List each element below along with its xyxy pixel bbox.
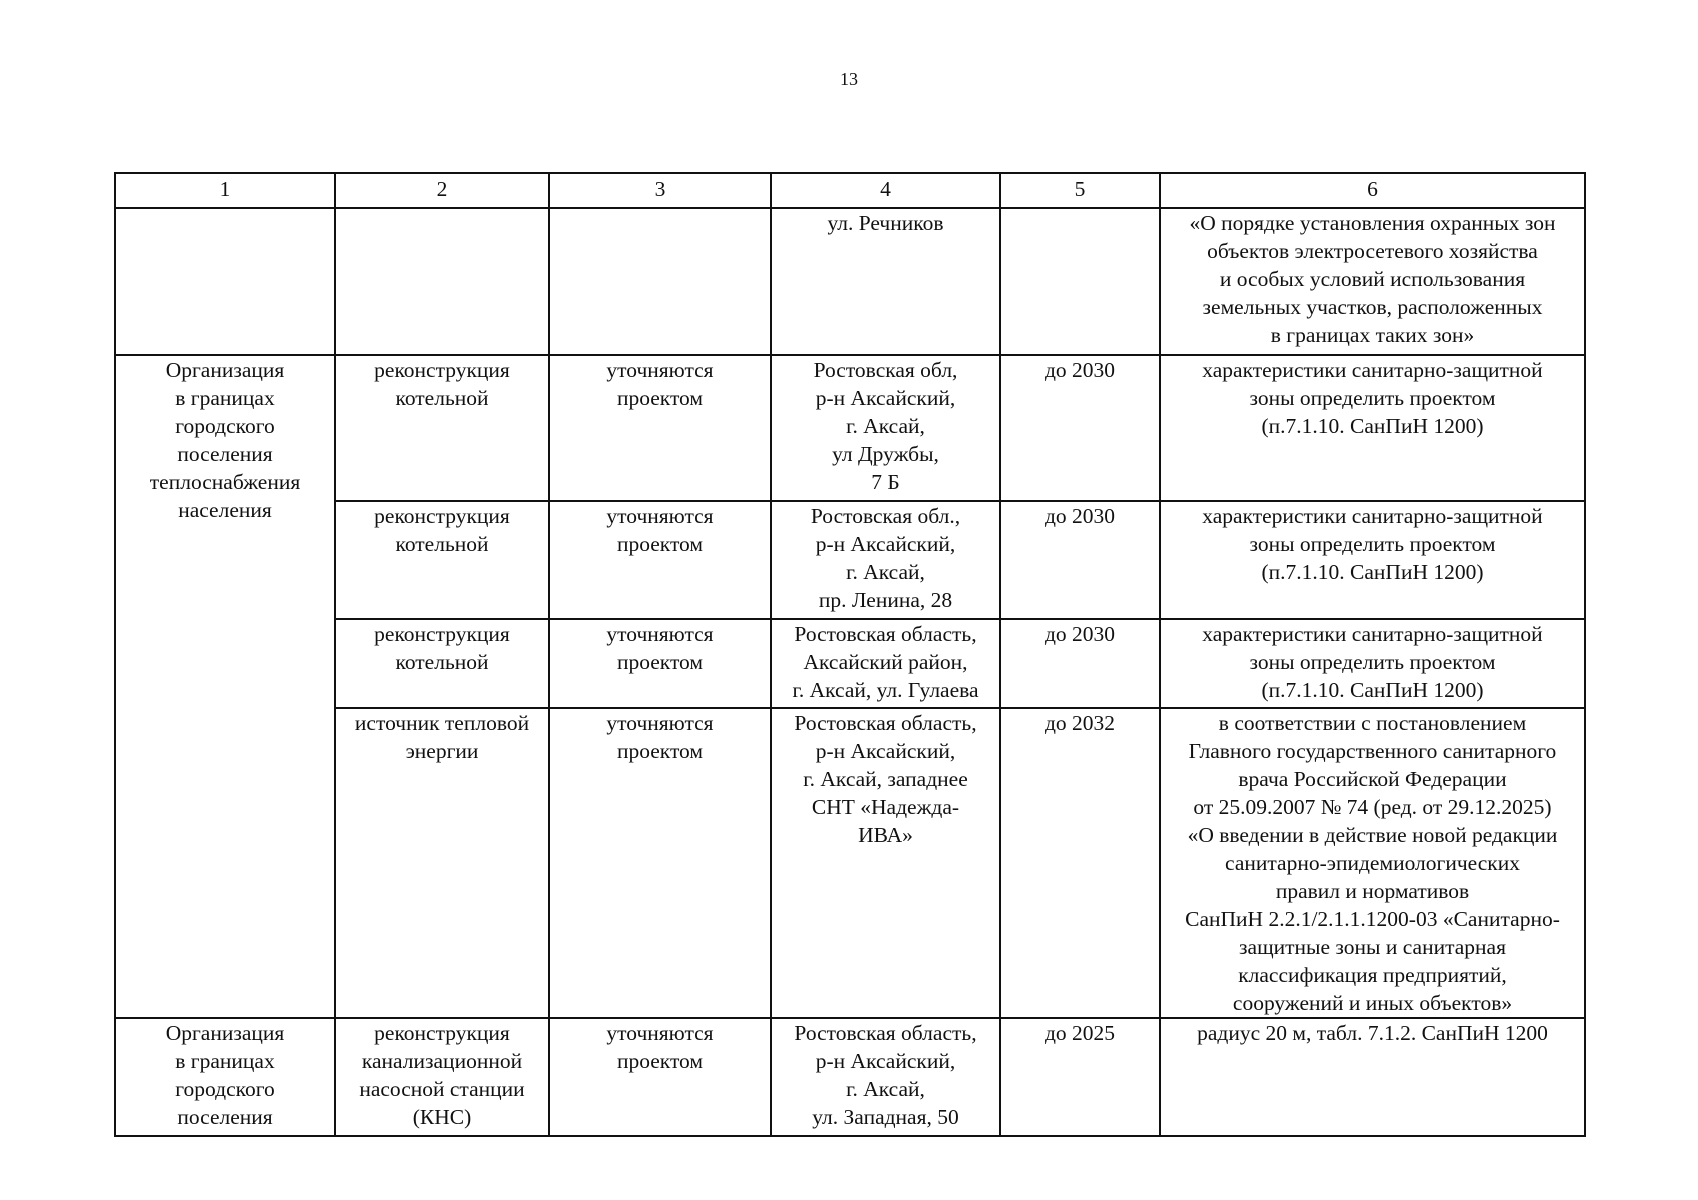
term-cell: до 2030 [1000, 619, 1160, 708]
parameters-cell: уточняются проектом [549, 355, 771, 501]
parameters-cell: уточняются проектом [549, 708, 771, 1018]
note-cell: в соответствии с постановлением Главного государственного санитарного врача Российской Федерации от 25.09.2007 № 74 (ред. от 29.12.2025) «О введении в действие новой редакции санитарно-эпидемиологических правил и нормативов СанПиН 2.2.1/2.1.1.1200-03 «Санитарно- защитные зоны и санитарная классификация предприятий, сооружений и иных объектов» [1160, 708, 1585, 1018]
location-cell: ул. Речников [771, 208, 1000, 355]
parameters-cell: уточняются проектом [549, 619, 771, 708]
location-cell: Ростовская обл, р-н Аксайский, г. Аксай, ул Дружбы, 7 Б [771, 355, 1000, 501]
table-row [115, 619, 1585, 708]
header-col-5: 5 [1000, 173, 1160, 208]
location-cell: Ростовская обл., р-н Аксайский, г. Аксай, пр. Ленина, 28 [771, 501, 1000, 619]
object-cell: реконструкция котельной [335, 619, 549, 708]
document-table [114, 172, 1586, 1137]
term-cell: до 2030 [1000, 355, 1160, 501]
table-body [115, 208, 1585, 1136]
group-name-cell: Организация в границах городского поселения [115, 1018, 335, 1136]
location-cell: Ростовская область, р-н Аксайский, г. Аксай, западнее СНТ «Надежда- ИВА» [771, 708, 1000, 1018]
empty-cell [549, 208, 771, 355]
header-col-6: 6 [1160, 173, 1585, 208]
parameters-cell: уточняются проектом [549, 1018, 771, 1136]
empty-cell [115, 208, 335, 355]
table-row [115, 708, 1585, 1018]
term-cell: до 2032 [1000, 708, 1160, 1018]
location-cell: Ростовская область, р-н Аксайский, г. Аксай, ул. Западная, 50 [771, 1018, 1000, 1136]
table-row [115, 355, 1585, 501]
note-cell: «О порядке установления охранных зон объектов электросетевого хозяйства и особых условий использования земельных участков, расположенных в границах таких зон» [1160, 208, 1585, 355]
object-cell: источник тепловой энергии [335, 708, 549, 1018]
term-cell: до 2030 [1000, 501, 1160, 619]
table-row [115, 1018, 1585, 1136]
term-cell: до 2025 [1000, 1018, 1160, 1136]
note-cell: характеристики санитарно-защитной зоны определить проектом (п.7.1.10. СанПиН 1200) [1160, 619, 1585, 708]
page-number: 13 [840, 69, 858, 89]
table-header [115, 173, 1585, 208]
object-cell: реконструкция котельной [335, 501, 549, 619]
note-cell: радиус 20 м, табл. 7.1.2. СанПиН 1200 [1160, 1018, 1585, 1136]
object-cell: реконструкция котельной [335, 355, 549, 501]
header-row [115, 173, 1585, 208]
header-col-3: 3 [549, 173, 771, 208]
parameters-cell: уточняются проектом [549, 501, 771, 619]
note-cell: характеристики санитарно-защитной зоны определить проектом (п.7.1.10. СанПиН 1200) [1160, 501, 1585, 619]
header-col-1: 1 [115, 173, 335, 208]
location-cell: Ростовская область, Аксайский район, г. Аксай, ул. Гулаева [771, 619, 1000, 708]
empty-cell [1000, 208, 1160, 355]
header-col-2: 2 [335, 173, 549, 208]
note-cell: характеристики санитарно-защитной зоны определить проектом (п.7.1.10. СанПиН 1200) [1160, 355, 1585, 501]
table-row [115, 501, 1585, 619]
table-row [115, 208, 1585, 355]
empty-cell [335, 208, 549, 355]
group-name-cell: Организация в границах городского поселения теплоснабжения населения [115, 355, 335, 1018]
header-col-4: 4 [771, 173, 1000, 208]
object-cell: реконструкция канализационной насосной станции (КНС) [335, 1018, 549, 1136]
